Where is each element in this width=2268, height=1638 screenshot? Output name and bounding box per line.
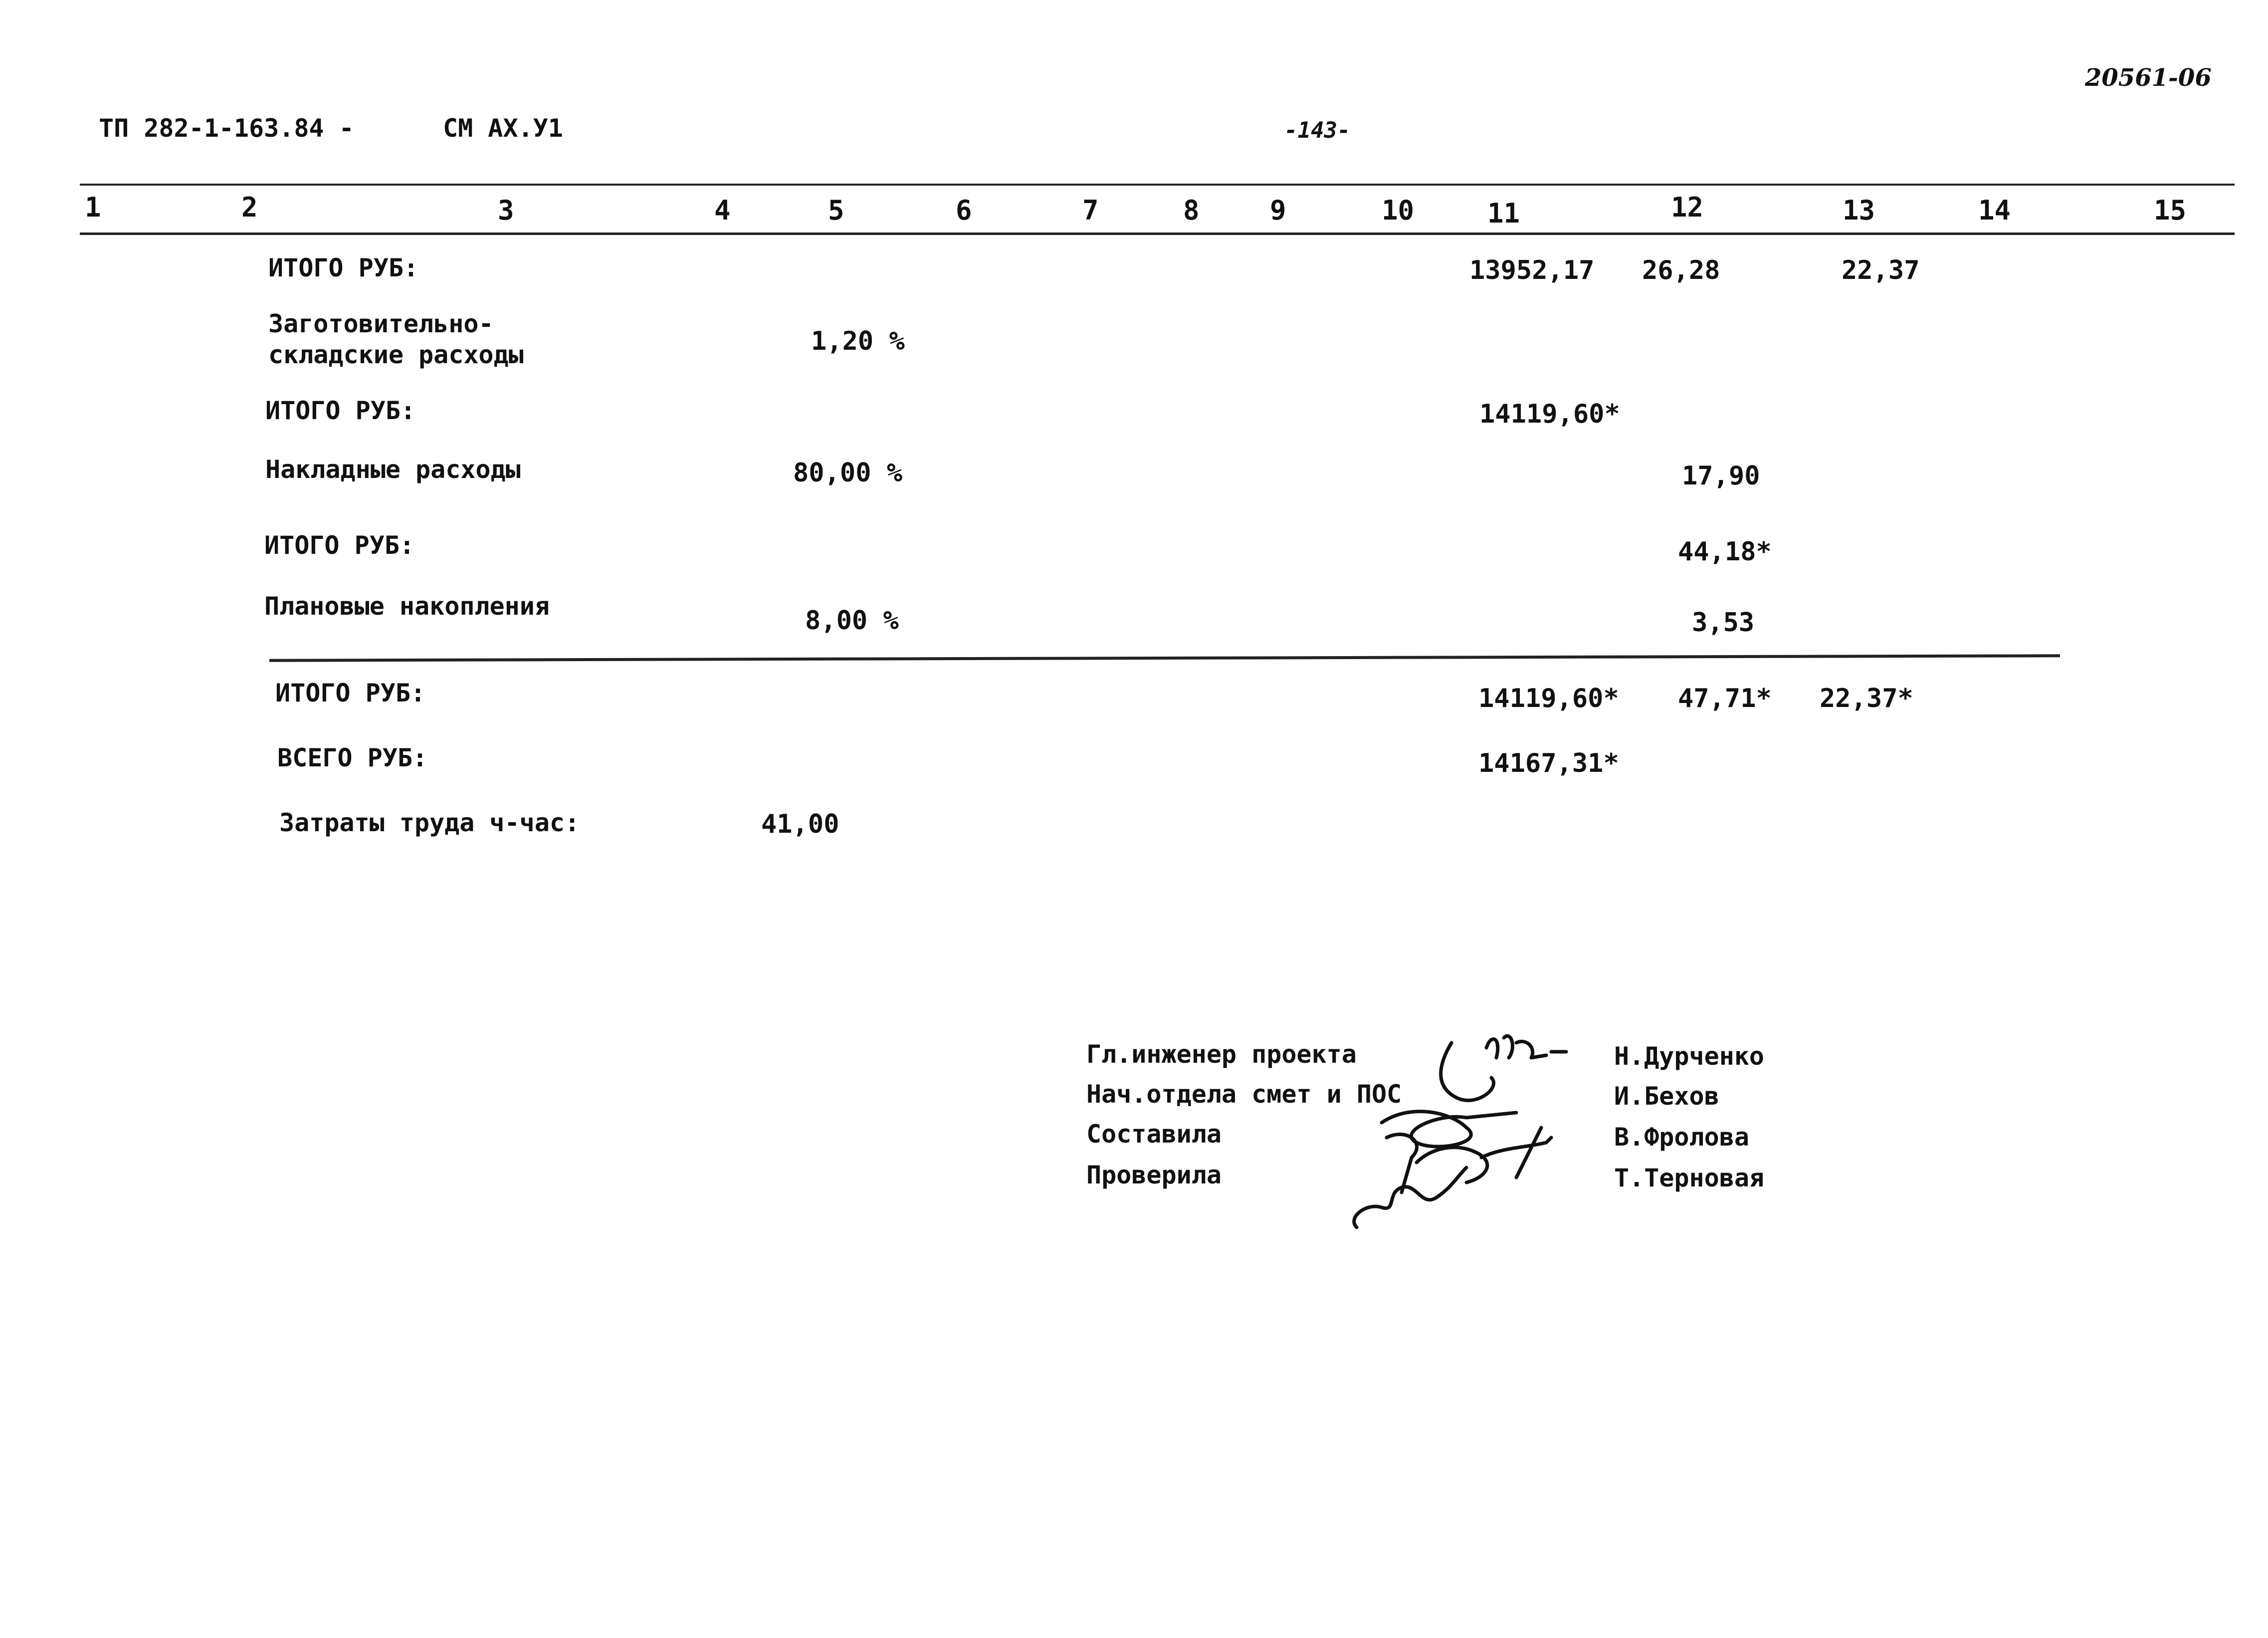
column-number: 9 [1270,195,1286,226]
column-number: 6 [956,195,972,226]
cell-col11: 14167,31* [1478,748,1619,778]
row-label: Заготовительно-складские расходы [268,309,524,369]
cell-col13: 22,37 [1842,255,1920,285]
signature-name: Н.Дурченко [1614,1042,1765,1071]
cell-col5: 41,00 [761,809,839,839]
row-label: ИТОГО РУБ: [268,253,419,282]
handwritten-signatures [1337,1028,1616,1237]
column-number: 10 [1382,195,1415,226]
cell-percent: 80,00 % [793,458,903,488]
row-label: ВСЕГО РУБ: [277,743,428,772]
column-number: 15 [2154,195,2187,226]
signature-role: Гл.инженер проекта [1086,1040,1357,1069]
cell-col11: 14119,60* [1479,399,1620,429]
column-number: 13 [1843,195,1875,226]
cell-percent: 8,00 % [805,606,899,636]
column-number: 14 [1978,195,2011,226]
cell-col13: 22,37* [1820,684,1913,713]
signature-role: Составила [1086,1120,1222,1149]
row-label: ИТОГО РУБ: [264,531,415,560]
signature-name: И.Бехов [1614,1082,1719,1111]
cell-col12: 44,18* [1678,537,1772,567]
top-rule-lower [80,233,2235,235]
column-number: 7 [1082,195,1099,226]
cell-col12: 3,53 [1692,608,1755,638]
cell-col12: 17,90 [1682,461,1760,491]
row-label: Плановые накопления [264,592,550,621]
top-rule-upper [80,184,2235,186]
cell-col12: 47,71* [1678,684,1772,713]
signature-name: В.Фролова [1614,1123,1749,1152]
column-number: 8 [1183,195,1200,226]
page-number: -143- [1284,118,1351,143]
sheet-code: СМ АХ.У1 [443,114,563,143]
column-number: 4 [714,195,731,226]
signature-role: Нач.отдела смет и ПОС [1086,1080,1402,1109]
column-number: 11 [1487,198,1520,229]
row-label: ИТОГО РУБ: [265,396,416,425]
archive-number: 20561-06 [2085,64,2212,92]
cell-col11: 13952,17 [1469,255,1595,285]
column-number: 2 [241,192,258,223]
row-label: Затраты труда ч-час: [279,808,580,837]
doc-code: ТП 282-1-163.84 - [99,114,354,143]
cell-col11: 14119,60* [1478,684,1619,713]
column-number: 3 [498,195,514,226]
row-label: ИТОГО РУБ: [275,679,426,707]
column-number: 12 [1671,192,1704,223]
signature-role: Проверила [1086,1161,1222,1189]
column-number: 1 [85,192,101,223]
column-number: 5 [828,195,844,226]
totals-rule [269,654,2060,662]
row-label: Накладные расходы [265,455,521,484]
cell-percent: 1,20 % [811,326,905,356]
signature-name: Т.Терновая [1614,1164,1765,1192]
cell-col12: 26,28 [1642,255,1720,285]
